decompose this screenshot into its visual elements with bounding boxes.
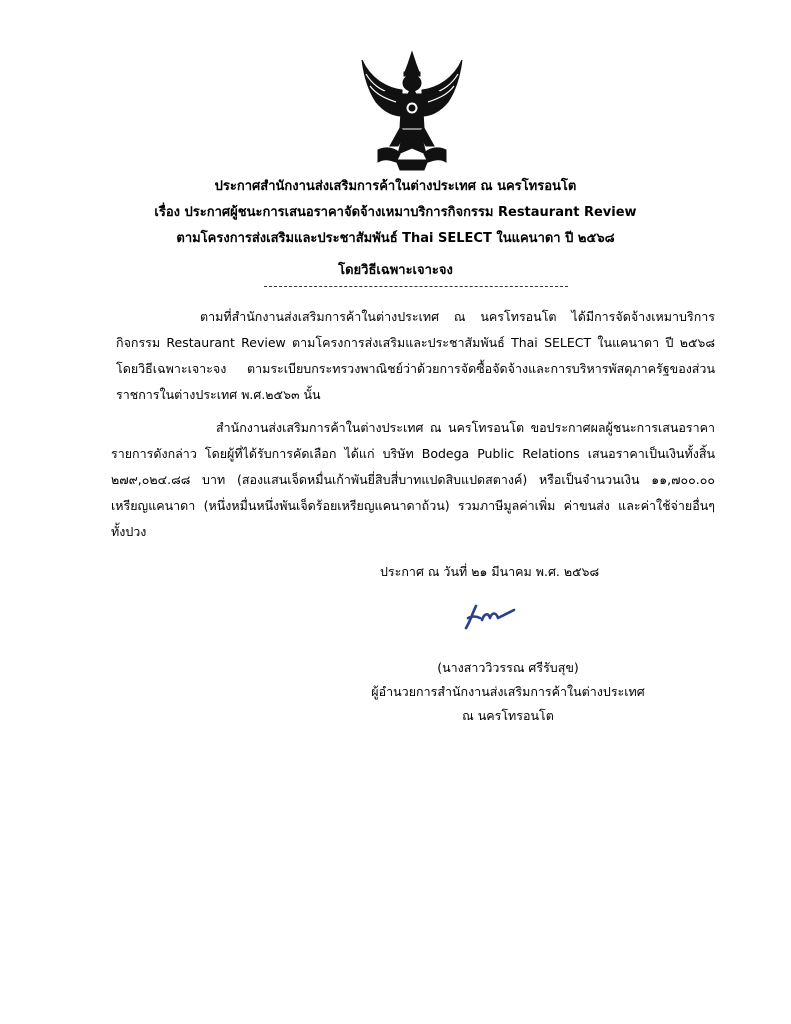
signatory-location: ณ นครโทรอนโต xyxy=(462,708,554,723)
paragraph-1-line: ราชการในต่างประเทศ พ.ศ.๒๕๖๓ นั้น xyxy=(116,387,321,402)
divider xyxy=(264,286,568,287)
signature xyxy=(462,598,522,632)
signatory-name: (นางสาววิวรรณ ศรีรับสุข) xyxy=(437,660,579,675)
paragraph-2-line: สำนักงานส่งเสริมการค้าในต่างประเทศ ณ นครโทรอนโต ขอประกาศผลผู้ชนะการเสนอราคา xyxy=(216,420,715,435)
paragraph-1-line: โดยวิธีเฉพาะเจาะจง ตามระเบียบกระทรวงพาณิชย์ว่าด้วยการจัดซื้อจัดจ้างและการบริหารพัสดุภาครัฐของส่วน xyxy=(116,361,715,376)
paragraph-2-line: ทั้งปวง xyxy=(111,524,147,539)
paragraph-1-line: ตามที่สำนักงานส่งเสริมการค้าในต่างประเทศ ณ นครโทรอนโต ได้มีการจัดจ้างเหมาบริการ xyxy=(200,309,715,324)
paragraph-2-line: เหรียญแคนาดา (หนึ่งหมื่นหนึ่งพันเจ็ดร้อยเหรียญแคนาดาถ้วน) รวมภาษีมูลค่าเพิ่ม ค่าขนส่ง และค่าใช้จ่ายอื่นๆ xyxy=(111,498,715,513)
garuda-emblem xyxy=(356,50,468,172)
paragraph-1-line: กิจกรรม Restaurant Review ตามโครงการส่งเสริมและประชาสัมพันธ์ Thai SELECT ในแคนาดา ปี ๒๕๖๘ xyxy=(116,335,715,350)
announcement-title: ประกาศสำนักงานส่งเสริมการค้าในต่างประเทศ ณ นครโทรอนโต xyxy=(214,179,577,194)
procurement-method: โดยวิธีเฉพาะเจาะจง xyxy=(338,263,453,278)
announcement-subject: เรื่อง ประกาศผู้ชนะการเสนอราคาจัดจ้างเหมาบริการกิจกรรม Restaurant Review xyxy=(154,205,637,220)
paragraph-2-line: รายการดังกล่าว โดยผู้ที่ได้รับการคัดเลือก ได้แก่ บริษัท Bodega Public Relations เสนอราคาเป็นเงินทั้งสิ้น xyxy=(111,446,715,461)
announcement-project: ตามโครงการส่งเสริมและประชาสัมพันธ์ Thai SELECT ในแคนาดา ปี ๒๕๖๘ xyxy=(176,231,615,246)
announcement-date: ประกาศ ณ วันที่ ๒๑ มีนาคม พ.ศ. ๒๕๖๘ xyxy=(380,564,600,579)
signatory-position: ผู้อำนวยการสำนักงานส่งเสริมการค้าในต่างประเทศ xyxy=(371,684,645,699)
paragraph-2-line: ๒๗๙,๐๒๔.๘๘ บาท (สองแสนเจ็ดหมื่นเก้าพันยี่สิบสี่บาทแปดสิบแปดสตางค์) หรือเป็นจำนวนเงิน ๑๑,๗๐๐.๐๐ xyxy=(111,472,715,487)
